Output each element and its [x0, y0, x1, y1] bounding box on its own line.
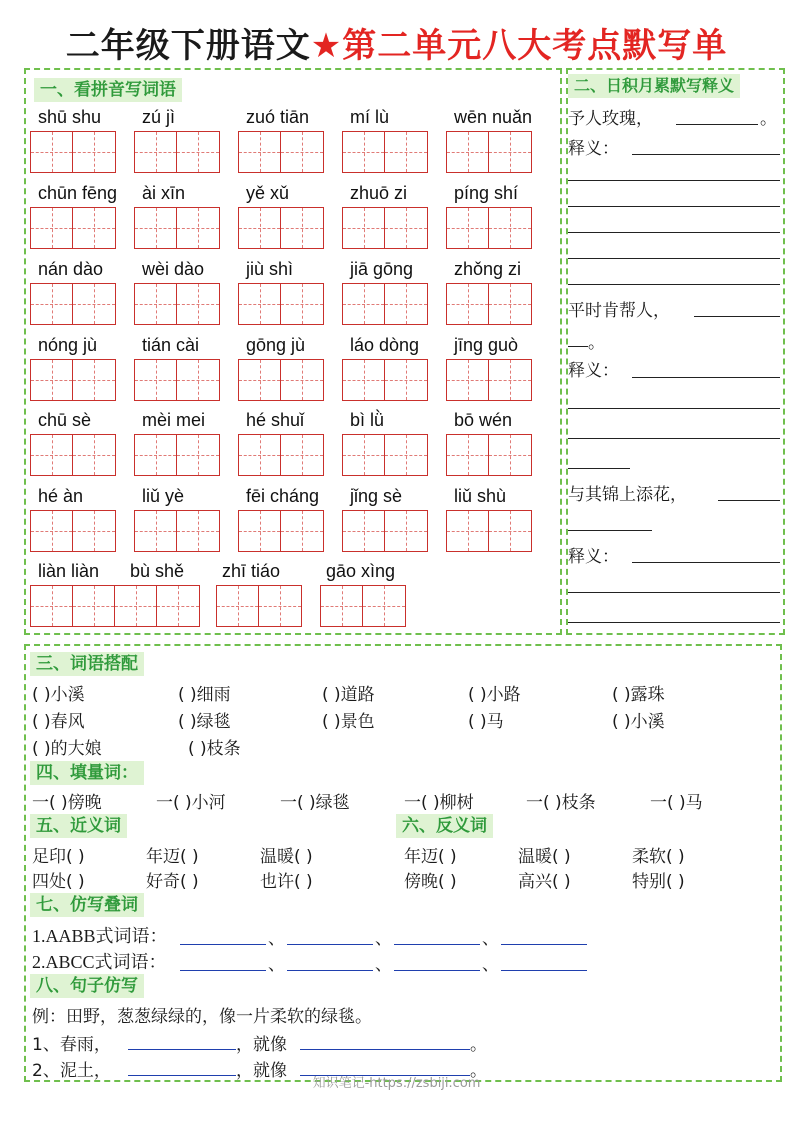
grid-cell[interactable] — [281, 511, 323, 551]
pinyin-label: nán dào — [38, 259, 104, 279]
grid-cell[interactable] — [281, 208, 323, 248]
pinyin-label: mèi mei — [142, 410, 206, 430]
pinyin-label: shū shu — [38, 107, 102, 127]
writing-grid[interactable] — [30, 131, 116, 173]
collocation-item[interactable]: ( )春风 — [32, 712, 85, 732]
section7-title: 七、仿写叠词 — [30, 893, 144, 917]
pinyin-label: láo dòng — [350, 335, 420, 355]
pinyin-label: chū sè — [38, 410, 92, 430]
blank-1b[interactable] — [632, 154, 780, 155]
collocation-item[interactable]: ( )道路 — [322, 685, 375, 705]
pinyin-label: tián cài — [142, 335, 200, 355]
writing-grid[interactable] — [134, 434, 220, 476]
measure-word-item[interactable]: 一( )马 — [650, 793, 703, 813]
pinyin-label: mí lù — [350, 107, 390, 127]
pinyin-label: gōng jù — [246, 335, 306, 355]
writing-grid[interactable] — [238, 510, 324, 552]
watermark: 知识笔记-https://zsbiji.com — [312, 1076, 481, 1091]
grid-cell[interactable] — [177, 208, 219, 248]
pinyin-label: zhǒng zi — [454, 259, 522, 279]
collocation-item[interactable]: ( )枝条 — [188, 739, 241, 759]
blank-1a[interactable] — [676, 124, 758, 125]
grid-cell[interactable] — [281, 132, 323, 172]
grid-cell[interactable] — [447, 435, 489, 475]
blank-1g[interactable] — [568, 284, 780, 285]
grid-cell[interactable] — [489, 208, 531, 248]
grid-cell[interactable] — [73, 511, 115, 551]
grid-cell[interactable] — [321, 586, 363, 626]
grid-cell[interactable] — [447, 511, 489, 551]
grid-cell[interactable] — [135, 284, 177, 324]
pinyin-label: liǔ shù — [454, 486, 507, 506]
writing-grid[interactable] — [342, 207, 428, 249]
idiom-1: 予人玫瑰， — [568, 109, 653, 129]
writing-grid[interactable] — [446, 510, 532, 552]
idiom-2: 平时肯帮人， — [568, 301, 670, 321]
blank-2b[interactable] — [568, 346, 588, 347]
grid-cell[interactable] — [115, 586, 157, 626]
grid-cell[interactable] — [135, 360, 177, 400]
grid-cell[interactable] — [177, 132, 219, 172]
grid-cell[interactable] — [177, 435, 219, 475]
pinyin-label: jiù shì — [246, 259, 294, 279]
blank-1d[interactable] — [568, 206, 780, 207]
writing-grid[interactable] — [216, 585, 302, 627]
grid-cell[interactable] — [31, 586, 73, 626]
grid-cell[interactable] — [73, 132, 115, 172]
separator: 、 — [268, 955, 285, 975]
pinyin-label: jiā gōng — [350, 259, 414, 279]
grid-cell[interactable] — [385, 284, 427, 324]
blank-1f[interactable] — [568, 258, 780, 259]
grid-cell[interactable] — [343, 435, 385, 475]
grid-cell[interactable] — [489, 435, 531, 475]
pinyin-label: fēi cháng — [246, 486, 320, 506]
meaning-label-3: 释义： — [568, 547, 619, 567]
grid-cell[interactable] — [73, 208, 115, 248]
writing-grid[interactable] — [342, 131, 428, 173]
blank-2e[interactable] — [568, 438, 780, 439]
section5-title: 五、近义词 — [30, 814, 127, 838]
measure-word-item[interactable]: 一( )柳树 — [404, 793, 474, 813]
grid-cell[interactable] — [177, 511, 219, 551]
grid-cell[interactable] — [217, 586, 259, 626]
pinyin-label: jǐng sè — [350, 486, 403, 506]
title-part1: 二年级下册语文 — [65, 26, 311, 66]
antonym-item[interactable]: 傍晚( ) — [404, 872, 457, 892]
grid-cell[interactable] — [135, 132, 177, 172]
grid-cell[interactable] — [385, 132, 427, 172]
example-sentence: 例：田野，葱葱绿绿的，像一片柔软的绿毯。 — [32, 1007, 372, 1027]
collocation-item[interactable]: ( )小路 — [468, 685, 521, 705]
writing-grid[interactable] — [342, 359, 428, 401]
writing-grid[interactable] — [134, 207, 220, 249]
writing-grid[interactable] — [342, 510, 428, 552]
writing-grid[interactable] — [238, 359, 324, 401]
measure-word-item[interactable]: 一( )枝条 — [526, 793, 596, 813]
grid-cell[interactable] — [447, 208, 489, 248]
writing-grid[interactable] — [30, 585, 200, 627]
word-blank[interactable] — [501, 970, 587, 971]
writing-grid[interactable] — [342, 283, 428, 325]
word-blank[interactable] — [394, 944, 480, 945]
blank-2d[interactable] — [568, 408, 780, 409]
idiom-1-end: 。 — [760, 109, 777, 129]
section8-title: 八、句子仿写 — [30, 974, 144, 998]
section2-title: 二、日积月累默写释义 — [568, 74, 740, 98]
pinyin-label: zú jì — [142, 107, 176, 127]
pinyin-label: gāo xìng — [326, 561, 396, 581]
writing-grid[interactable] — [30, 359, 116, 401]
grid-cell[interactable] — [239, 511, 281, 551]
grid-cell[interactable] — [343, 511, 385, 551]
synonym-item[interactable]: 也许( ) — [260, 872, 313, 892]
blank-3c[interactable] — [632, 562, 780, 563]
grid-cell[interactable] — [239, 360, 281, 400]
grid-cell[interactable] — [385, 360, 427, 400]
sentence-1-end: 。 — [470, 1035, 487, 1055]
collocation-item[interactable]: ( )细雨 — [178, 685, 231, 705]
sentence-1-mid: ，就像 — [236, 1035, 287, 1055]
grid-cell[interactable] — [489, 132, 531, 172]
pinyin-label: bù shě — [130, 561, 185, 581]
word-blank[interactable] — [501, 944, 587, 945]
meaning-label-2: 释义： — [568, 361, 619, 381]
page-title — [0, 18, 793, 67]
sentence-1-blank-a[interactable] — [128, 1049, 236, 1050]
measure-word-item[interactable]: 一( )小河 — [156, 793, 226, 813]
collocation-item[interactable]: ( )小溪 — [612, 712, 665, 732]
aabb-label: 1.AABB式词语： — [32, 926, 168, 946]
grid-cell[interactable] — [447, 132, 489, 172]
section6-title: 六、反义词 — [396, 814, 493, 838]
grid-cell[interactable] — [31, 284, 73, 324]
sentence-2-end: 。 — [470, 1061, 487, 1081]
sentence-2-mid: ，就像 — [236, 1061, 287, 1081]
blank-2c[interactable] — [632, 377, 780, 378]
pinyin-label: ài xīn — [142, 183, 186, 203]
collocation-item[interactable]: ( )的大娘 — [32, 739, 102, 759]
blank-3e[interactable] — [568, 622, 780, 623]
writing-grid[interactable] — [446, 434, 532, 476]
grid-cell[interactable] — [281, 284, 323, 324]
pinyin-label: bì lǜ — [350, 410, 385, 430]
writing-grid[interactable] — [446, 283, 532, 325]
grid-cell[interactable] — [157, 586, 199, 626]
grid-cell[interactable] — [31, 435, 73, 475]
grid-cell[interactable] — [239, 208, 281, 248]
pinyin-label: yě xǔ — [246, 183, 290, 203]
grid-cell[interactable] — [177, 284, 219, 324]
grid-cell[interactable] — [31, 360, 73, 400]
pinyin-label: jīng guò — [454, 335, 519, 355]
antonym-item[interactable]: 年迈( ) — [404, 847, 457, 867]
synonym-item[interactable]: 年迈( ) — [146, 847, 199, 867]
separator: 、 — [482, 929, 499, 949]
pinyin-label: zuó tiān — [246, 107, 310, 127]
sentence-1-blank-b[interactable] — [300, 1049, 470, 1050]
grid-cell[interactable] — [135, 511, 177, 551]
blank-2a[interactable] — [694, 316, 780, 317]
grid-cell[interactable] — [343, 360, 385, 400]
synonym-item[interactable]: 足印( ) — [32, 847, 85, 867]
section1-title: 一、看拼音写词语 — [34, 78, 182, 102]
pinyin-label: chūn fēng — [38, 183, 118, 203]
grid-cell[interactable] — [281, 360, 323, 400]
writing-grid[interactable] — [446, 359, 532, 401]
separator: 、 — [375, 929, 392, 949]
separator: 、 — [482, 955, 499, 975]
pinyin-label: zhuō zi — [350, 183, 408, 203]
writing-grid[interactable] — [238, 283, 324, 325]
grid-cell[interactable] — [31, 132, 73, 172]
abcc-label: 2.ABCC式词语： — [32, 952, 167, 972]
collocation-item[interactable]: ( )马 — [468, 712, 504, 732]
grid-cell[interactable] — [177, 360, 219, 400]
grid-cell[interactable] — [489, 511, 531, 551]
section3-title: 三、词语搭配 — [30, 652, 144, 676]
writing-grid[interactable] — [342, 434, 428, 476]
antonym-item[interactable]: 特别( ) — [632, 872, 685, 892]
grid-cell[interactable] — [489, 284, 531, 324]
grid-cell[interactable] — [135, 208, 177, 248]
writing-grid[interactable] — [134, 283, 220, 325]
measure-word-item[interactable]: 一( )绿毯 — [280, 793, 350, 813]
blank-2f[interactable] — [568, 468, 630, 469]
collocation-item[interactable]: ( )景色 — [322, 712, 375, 732]
writing-grid[interactable] — [446, 131, 532, 173]
writing-grid[interactable] — [320, 585, 406, 627]
grid-cell[interactable] — [31, 511, 73, 551]
star-icon: ★ — [310, 26, 343, 66]
blank-1c[interactable] — [568, 180, 780, 181]
pinyin-label: wēn nuǎn — [454, 107, 533, 127]
grid-cell[interactable] — [343, 132, 385, 172]
separator: 、 — [375, 955, 392, 975]
grid-cell[interactable] — [239, 435, 281, 475]
word-blank[interactable] — [287, 970, 373, 971]
word-blank[interactable] — [180, 970, 266, 971]
pinyin-label: nóng jù — [38, 335, 98, 355]
blank-1e[interactable] — [568, 232, 780, 233]
separator: 、 — [268, 929, 285, 949]
grid-cell[interactable] — [447, 360, 489, 400]
grid-cell[interactable] — [447, 284, 489, 324]
grid-cell[interactable] — [73, 586, 115, 626]
writing-grid[interactable] — [238, 131, 324, 173]
grid-cell[interactable] — [73, 435, 115, 475]
writing-grid[interactable] — [134, 359, 220, 401]
grid-cell[interactable] — [343, 208, 385, 248]
idiom-3: 与其锦上添花， — [568, 485, 687, 505]
grid-cell[interactable] — [135, 435, 177, 475]
grid-cell[interactable] — [73, 284, 115, 324]
synonym-item[interactable]: 好奇( ) — [146, 872, 199, 892]
pinyin-label: píng shí — [454, 183, 519, 203]
writing-grid[interactable] — [134, 510, 220, 552]
collocation-item[interactable]: ( )绿毯 — [178, 712, 231, 732]
writing-grid[interactable] — [30, 434, 116, 476]
title-part2: 第二单元八大考点默写单 — [342, 26, 728, 66]
grid-cell[interactable] — [385, 435, 427, 475]
blank-3b[interactable] — [568, 530, 652, 531]
synonym-item[interactable]: 四处( ) — [32, 872, 85, 892]
collocation-item[interactable]: ( )小溪 — [32, 685, 85, 705]
writing-grid[interactable] — [30, 283, 116, 325]
grid-cell[interactable] — [343, 284, 385, 324]
word-blank[interactable] — [394, 970, 480, 971]
blank-3d[interactable] — [568, 592, 780, 593]
grid-cell[interactable] — [73, 360, 115, 400]
grid-cell[interactable] — [489, 360, 531, 400]
collocation-item[interactable]: ( )露珠 — [612, 685, 665, 705]
grid-cell[interactable] — [239, 284, 281, 324]
meaning-label-1: 释义： — [568, 139, 619, 159]
grid-cell[interactable] — [385, 208, 427, 248]
grid-cell[interactable] — [385, 511, 427, 551]
pinyin-label: wèi dào — [142, 259, 205, 279]
writing-grid[interactable] — [134, 131, 220, 173]
idiom-2-end: 。 — [588, 333, 605, 353]
writing-grid[interactable] — [446, 207, 532, 249]
pinyin-label: bō wén — [454, 410, 513, 430]
grid-cell[interactable] — [239, 132, 281, 172]
grid-cell[interactable] — [363, 586, 405, 626]
blank-3a[interactable] — [718, 500, 780, 501]
writing-grid[interactable] — [30, 510, 116, 552]
pinyin-label: liàn liàn — [38, 561, 100, 581]
pinyin-label: hé àn — [38, 486, 84, 506]
grid-cell[interactable] — [281, 435, 323, 475]
word-blank[interactable] — [180, 944, 266, 945]
writing-grid[interactable] — [30, 207, 116, 249]
sentence-2-start: 2、泥土， — [32, 1061, 111, 1081]
writing-grid[interactable] — [238, 207, 324, 249]
measure-word-item[interactable]: 一( )傍晚 — [32, 793, 102, 813]
synonym-item[interactable]: 温暖( ) — [260, 847, 313, 867]
sentence-1-start: 1、春雨， — [32, 1035, 111, 1055]
section4-title: 四、填量词： — [30, 761, 144, 785]
word-blank[interactable] — [287, 944, 373, 945]
antonym-item[interactable]: 柔软( ) — [632, 847, 685, 867]
writing-grid[interactable] — [238, 434, 324, 476]
antonym-item[interactable]: 温暖( ) — [518, 847, 571, 867]
grid-cell[interactable] — [31, 208, 73, 248]
grid-cell[interactable] — [259, 586, 301, 626]
pinyin-label: liǔ yè — [142, 486, 185, 506]
pinyin-label: zhī tiáo — [222, 561, 281, 581]
antonym-item[interactable]: 高兴( ) — [518, 872, 571, 892]
pinyin-label: hé shuǐ — [246, 410, 305, 430]
